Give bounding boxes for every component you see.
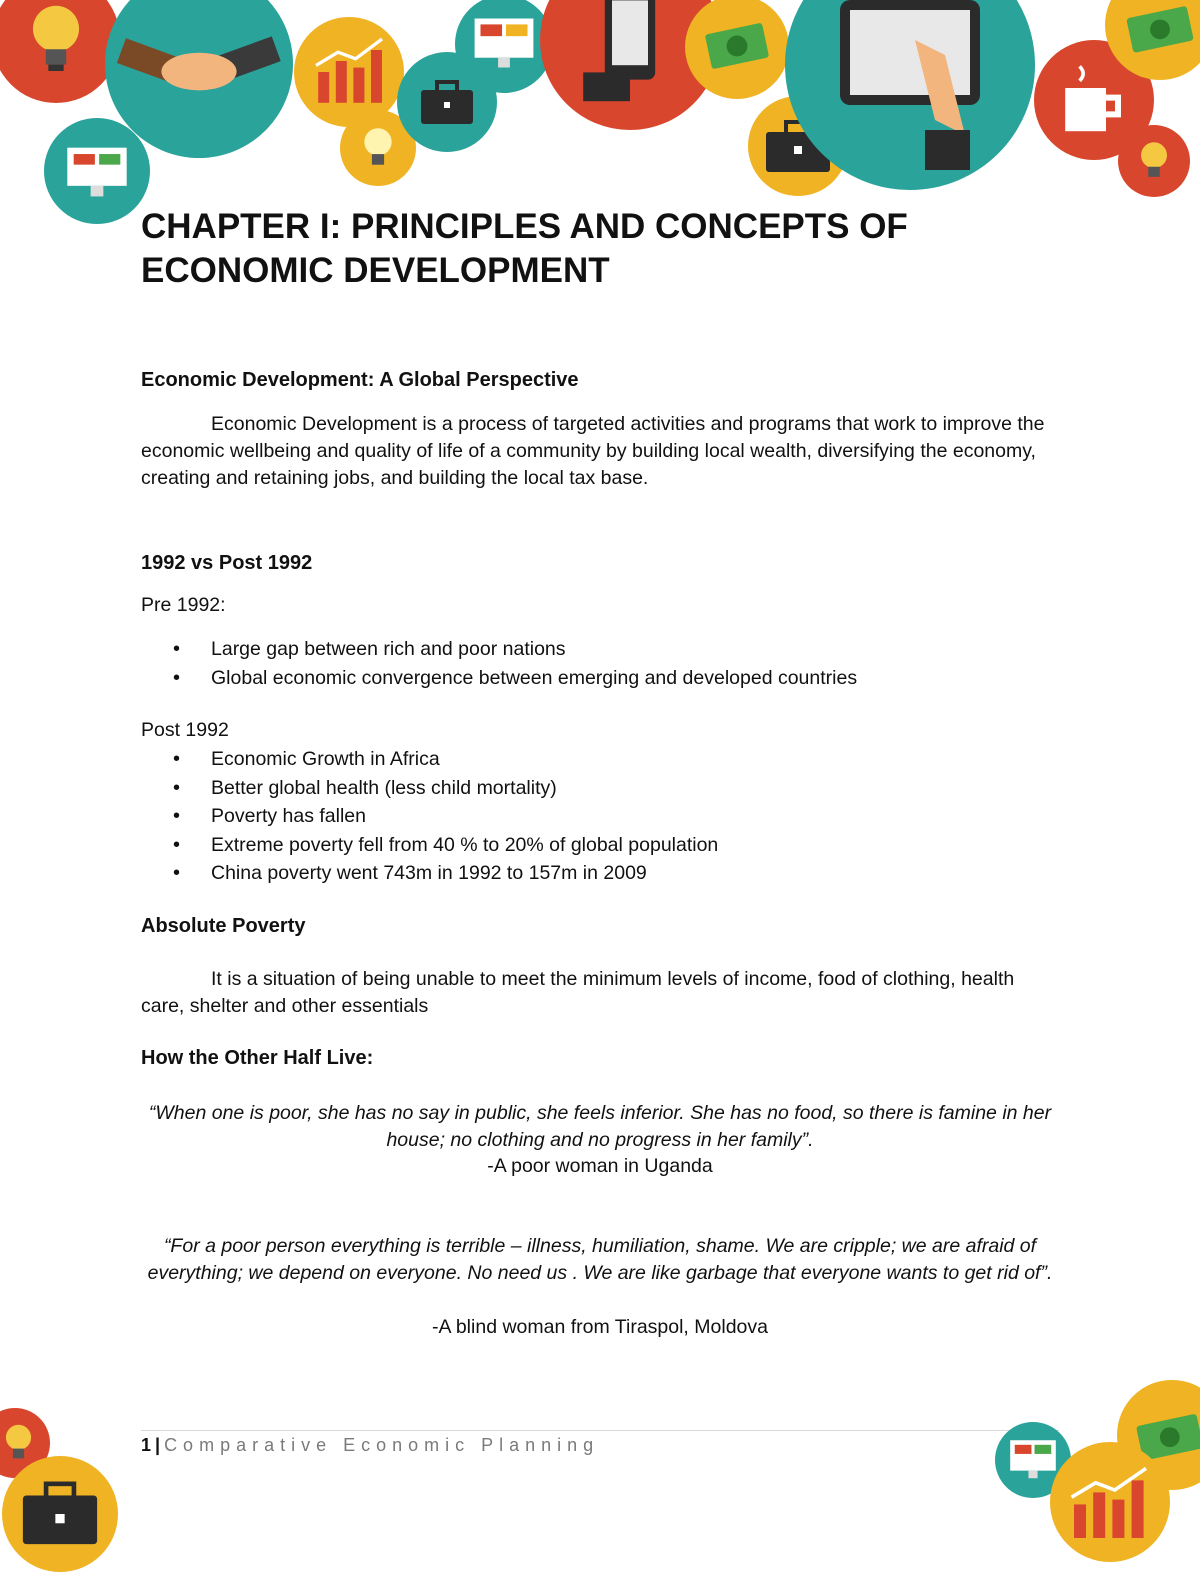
footer-divider [141, 1430, 1059, 1431]
footer-title: Comparative Economic Planning [164, 1435, 600, 1455]
quote-attribution-uganda: -A poor woman in Uganda [487, 1155, 713, 1177]
list-item: • Economic Growth in Africa [141, 745, 1041, 774]
page-title: CHAPTER I: PRINCIPLES AND CONCEPTS OF ECONOMIC DEVELOPMENT [141, 207, 908, 290]
money-icon [1105, 0, 1200, 80]
quote-attribution-moldova: -A blind woman from Tiraspol, Moldova [432, 1316, 768, 1338]
page-number: 1 [141, 1435, 152, 1455]
section-heading-other-half: How the Other Half Live: [141, 1047, 374, 1069]
section-heading-1992: 1992 vs Post 1992 [141, 552, 313, 574]
lightbulb-icon [0, 0, 120, 103]
page-footer [141, 1434, 599, 1456]
lightbulb-icon [1118, 125, 1190, 197]
monitor-icon [44, 118, 150, 224]
section-heading-global: Economic Development: A Global Perspective [141, 369, 579, 391]
money-icon [685, 0, 789, 99]
section-heading-absolute-poverty: Absolute Poverty [141, 915, 306, 937]
footer-separator: | [155, 1435, 161, 1455]
briefcase-icon [2, 1456, 118, 1572]
post-1992-label: Post 1992 [141, 719, 229, 741]
absolute-poverty-body-text: It is a situation of being unable to meet the minimum levels of income, food of clothing, health care, shelter and other essentials [141, 968, 1015, 1017]
tablet-icon [785, 0, 1035, 190]
bar-chart-icon [1050, 1442, 1170, 1562]
list-item: • Large gap between rich and poor nations [141, 635, 1041, 664]
global-body-text: Economic Development is a process of targeted activities and programs that work to improve the economic wellbeing and quality of life of a community by building local wealth, diversifying the economy, creating and retaining jobs, and building the local tax base. [141, 413, 1045, 489]
pre-1992-label: Pre 1992: [141, 594, 226, 616]
monitor-icon [455, 0, 553, 93]
quote-moldova: “For a poor person everything is terrible – illness, humiliation, shame. We are cripple; we are afraid of everything; we depend on everyone. No need us . We are like garbage that everyone wants to get rid of”. [147, 1235, 1053, 1284]
quote-uganda: “When one is poor, she has no say in public, she feels inferior. She has no food, so there is famine in her house; no clothing and no progress in her family”. [148, 1102, 1052, 1151]
list-item: • Poverty has fallen [141, 802, 1041, 831]
list-item: • Global economic convergence between emerging and developed countries [141, 664, 1041, 693]
list-item: • China poverty went 743m in 1992 to 157m in 2009 [141, 859, 1041, 888]
list-item: • Better global health (less child mortality) [141, 774, 1041, 803]
list-item: • Extreme poverty fell from 40 % to 20% of global population [141, 831, 1041, 860]
post-1992-list [141, 745, 1041, 888]
pre-1992-list [141, 635, 1041, 692]
